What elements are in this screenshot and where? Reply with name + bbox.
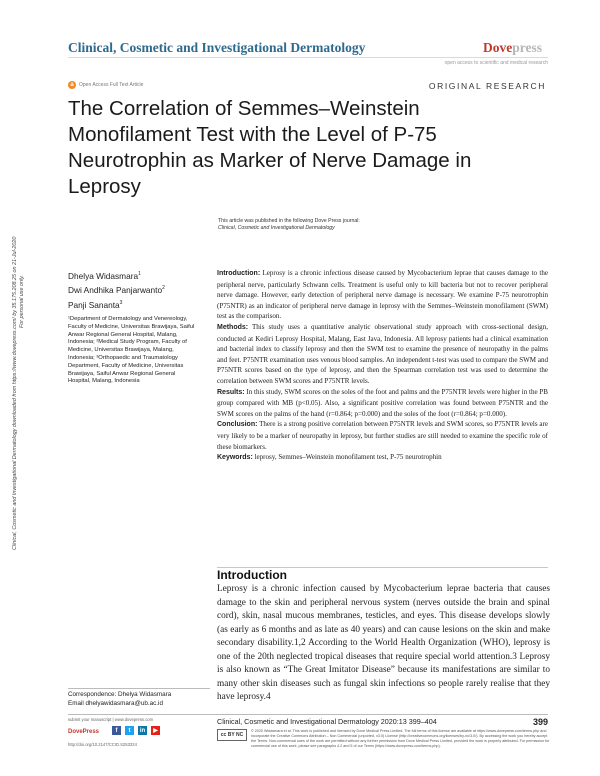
abstract-keywords: Keywords: leprosy, Semmes–Weinstein monofilament test, P-75 neurotrophin xyxy=(217,453,442,462)
dovepress-logo: DovePress xyxy=(68,729,100,735)
introduction-paragraph: Leprosy is a chronic infection caused by Mycobacterium leprae bacteria that causes damage to the skin and peripheral nervous system (nerves outside the brain and spinal cord), skin, nasal mucous membranes, testicles, and eyes. This disease develops slowly (as early as 6 months and as late as 40 years) and can cause lesions on the skin and make secondary disability.1,2 According to the World Health Organization (WHO), leprosy is one of the 20th neglected tropical diseases that require special world attention.3 Leprosy is also known as “The Great Imitator Disease” because its manifestations are similar to many other skin diseases such as fungal skin infections so people rarely realise that they have leprosy.4 xyxy=(217,584,550,702)
introduction-body xyxy=(217,583,550,705)
citation-line: Clinical, Cosmetic and Investigational Dermatology 2020:13 399–404 xyxy=(217,717,437,726)
abstract-results: Results: In this study, SWM scores on the soles of the foot and palms and the P75NTR levels were higher in the PB group compared with MB (p<0.05). Also, a significant positive correlation was found between P75NTR and the SWM scores on the palms of the hand (r=0.864; p=0.000) and the soles of the foot (r=0.864; p=0.000). xyxy=(217,387,548,418)
youtube-icon[interactable]: ▶ xyxy=(151,726,160,735)
affiliations: ¹Department of Dermatology and Venereology, Faculty of Medicine, Universitas Brawijaya, Saiful Anwar Regional General Hospital, Malang, Indonesia; ²Medical Study Program, Faculty of Medicine, Universitas Brawijaya, Malang, Indonesia; ³Orthopaedic and Traumatology Department, Faculty of Medicine, Universitas Brawijaya, Saiful Anwar Regional General Hospital, Malang, Indonesia xyxy=(68,316,195,385)
page-number: 399 xyxy=(532,717,548,727)
twitter-icon[interactable]: t xyxy=(125,726,134,735)
facebook-icon[interactable]: f xyxy=(112,726,121,735)
abstract-methods: Methods: This study uses a quantitative analytic observational study approach with cross-sectional design, conducted at Kediri Leprosy Hospital, Malang, East Java, Indonesia. All leprosy patients had a clinical examination and bacterial index to classify leprosy and then the SWM test to examine the presence of neuropathy in the palms and feet. P75NTR examination uses venous blood samples. An independent t-test was used to compare the SWM and P75NTR scores based on the type of leprosy, and then the Spearman correlation test was used to determine the correlation between SWM scores and P75NTR levels. xyxy=(217,322,548,385)
submit-link[interactable]: submit your manuscript | www.dovepress.com xyxy=(68,717,154,722)
section-heading: Introduction xyxy=(217,568,287,582)
linkedin-icon[interactable]: in xyxy=(139,727,146,734)
publication-note-line1: This article was published in the following Dove Press journal: xyxy=(218,218,360,224)
open-access-label xyxy=(68,81,143,89)
header-divider xyxy=(68,57,548,58)
author: Dwi Andhika Panjarwanto$^2$ xyxy=(68,285,165,296)
abstract-introduction: Introduction: Leprosy is a chronic infectious disease caused by Mycobacterium leprae that causes damage to the peripheral nerve, particularly Schwann cells. Treatment is useful only to kill bacteria but not to recover peripheral nerve damage. However, early detection of peripheral nerve damage is necessary. We examine P-75 neurotrophin (P75NTR) as an indicator of peripheral nerve damage in leprosy with the Semmes–Weinstein monofilament (SWM) test as the comparison. xyxy=(217,269,548,321)
social-links xyxy=(112,726,160,735)
author: Panji Sananta$^3$ xyxy=(68,299,123,310)
correspondence xyxy=(68,691,171,708)
correspondence-email[interactable]: Email dhelyawidasmara@ub.ac.id xyxy=(68,699,163,707)
article-title: The Correlation of Semmes–Weinstein Monofilament Test with the Level of P-75 Neurotrophin as Marker of Nerve Damage in Leprosy xyxy=(68,97,472,198)
brand-sub: press xyxy=(512,40,542,55)
watermark-line2: For personal use only. xyxy=(19,275,25,328)
watermark-line1: Clinical, Cosmetic and Investigational Dermatology downloaded from https://www.dovepress.com/ by 35.175.208.25 on 21-Jul-2020 xyxy=(12,236,18,550)
abstract xyxy=(217,268,548,464)
license-block xyxy=(217,729,550,749)
footer-divider xyxy=(68,714,548,715)
author-list xyxy=(68,268,165,311)
brand-main: Dove xyxy=(482,40,513,55)
cc-license-icon: cc BY NC xyxy=(217,729,247,741)
author: Dhelya Widasmara$^1$ xyxy=(68,270,141,281)
correspondence-name: Correspondence: Dhelya Widasmara xyxy=(68,691,172,698)
publication-note-journal: Clinical, Cosmetic and Investigational Dermatology xyxy=(218,225,335,231)
correspondence-divider xyxy=(68,688,210,689)
publication-note xyxy=(218,218,360,232)
doi-link[interactable]: http://doi.org/10.2147/CCID.S253324 xyxy=(68,742,137,747)
open-access-text: Open Access Full Text Article xyxy=(79,82,144,88)
download-watermark xyxy=(10,120,26,550)
journal-title: Clinical, Cosmetic and Investigational Dermatology xyxy=(68,40,366,55)
publisher-logo xyxy=(483,40,542,56)
open-access-icon: a xyxy=(68,81,76,89)
publisher-tagline: open access to scientific and medical research xyxy=(444,60,548,66)
article-type: ORIGINAL RESEARCH xyxy=(428,81,546,91)
abstract-conclusion: Conclusion: There is a strong positive correlation between P75NTR levels and SWM scores, so P75NTR levels are very likely to be a marker of neuropathy in leprosy, but further studies are still needed to examine the specific role of these biomarkers. xyxy=(217,420,548,451)
license-text: © 2020 Widasmara et al. This work is published and licensed by Dove Medical Press Limited. The full terms of this license are available at https://www.dovepress.com/terms.php and incorporate the Creative Commons Attribution – Non Commercial (unported, v3.0) License (http://creativecommons.org/licenses/by-nc/3.0/). By accessing the work you hereby accept the Terms. Non-commercial uses of the work are permitted without any further permission from Dove Medical Press Limited, provided the work is properly attributed. For permission for commercial use of this work, please see paragraphs 4.2 and 5 of our Terms (https://www.dovepress.com/terms.php). xyxy=(251,729,550,748)
